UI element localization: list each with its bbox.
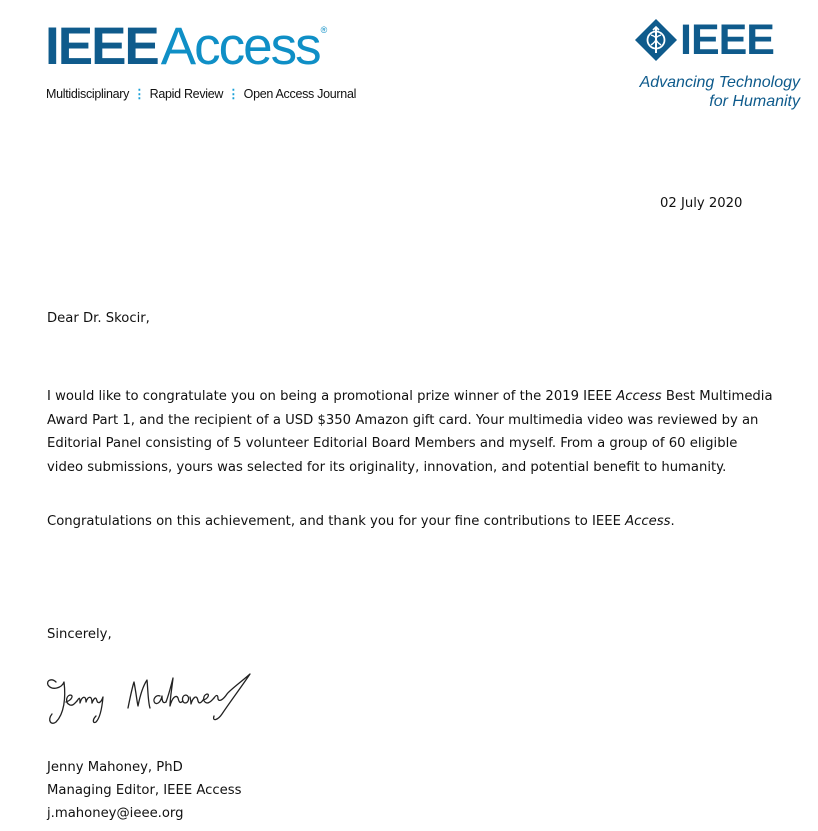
paragraph-congrats-italic: Access — [625, 514, 671, 529]
paragraph-award-text-2: Best Multimedia Award Part 1, and the recipient of a USD $350 Amazon gift card. Your multimedia video was reviewed by an Editorial Panel consisting of 5 volunteer Editorial Board Members and myself. From a group of 60 eligible video submissions, yours was selected for its originality, innovation, and potential benefit to humanity. — [47, 389, 773, 475]
ieee-wordmark: IEEE — [680, 16, 774, 64]
paragraph-congratulations — [47, 514, 777, 529]
paragraph-award-text-1: I would like to congratulate you on being a promotional prize winner of the 2019 IEEE — [47, 389, 617, 404]
slogan-line-1: Advancing Technology — [639, 74, 800, 91]
letter-date: 02 July 2020 — [660, 196, 743, 211]
salutation: Dear Dr. Skocir, — [47, 311, 150, 326]
handwritten-signature — [42, 668, 257, 730]
access-logo-ieee: IEEE — [45, 17, 158, 76]
ieee-access-logo — [45, 17, 357, 105]
tagline-separator: ⋮ — [133, 87, 146, 101]
ieee-slogan — [640, 73, 800, 111]
paragraph-congrats-text-1: Congratulations on this achievement, and thank you for your fine contributions to IEEE — [47, 514, 626, 529]
paragraph-congrats-text-2: . — [670, 514, 675, 529]
tagline-item-open-access: Open Access Journal — [243, 87, 357, 101]
paragraph-award — [47, 385, 777, 479]
tagline-separator: ⋮ — [227, 87, 240, 101]
access-logo-access: Access — [160, 17, 320, 76]
tagline-item-rapid-review: Rapid Review — [149, 87, 224, 101]
closing: Sincerely, — [47, 627, 112, 642]
signer-title: Managing Editor, IEEE Access — [47, 783, 242, 798]
signature-block — [47, 756, 242, 825]
signer-email: j.mahoney@ieee.org — [47, 806, 184, 821]
ieee-diamond-icon — [634, 18, 678, 62]
access-wordmark — [45, 17, 328, 76]
tagline-item-multidisciplinary: Multidisciplinary — [46, 87, 130, 101]
signer-name: Jenny Mahoney, PhD — [47, 760, 183, 775]
ieee-logo — [634, 18, 804, 113]
registered-mark: ® — [320, 25, 328, 35]
paragraph-award-italic: Access — [616, 389, 662, 404]
access-tagline — [46, 86, 356, 101]
slogan-line-2: for Humanity — [709, 93, 800, 110]
